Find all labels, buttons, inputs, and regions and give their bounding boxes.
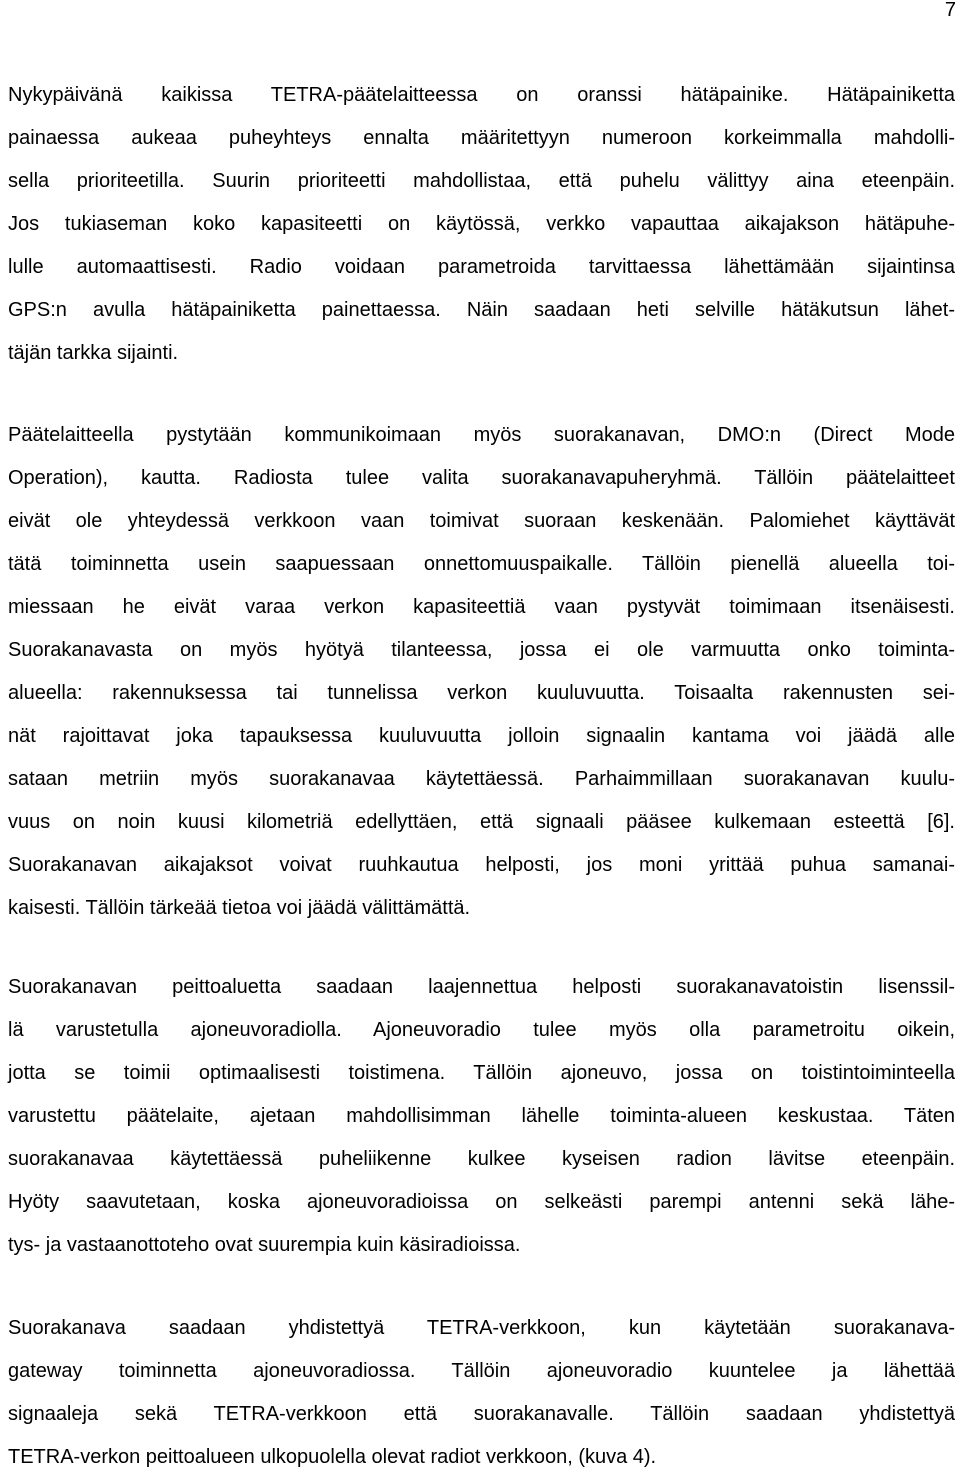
paragraph-gateway xyxy=(8,1307,955,1479)
text-line: painaessa aukeaa puheyhteys ennalta määritettyyn numeroon korkeimmalla mahdolli- xyxy=(8,127,955,149)
text-line: nät rajoittavat joka tapauksessa kuuluvuutta jolloin signaalin kantama voi jäädä alle xyxy=(8,725,955,747)
text-line: alueella: rakennuksessa tai tunnelissa verkon kuuluvuutta. Toisaalta rakennusten sei- xyxy=(8,682,955,704)
text-line: eivät ole yhteydessä verkkoon vaan toimivat suoraan keskenään. Palomiehet käyttävät xyxy=(8,510,955,532)
paragraph-direct-mode xyxy=(8,414,955,930)
text-line: sataan metriin myös suorakanavaa käytettäessä. Parhaimmillaan suorakanavan kuulu- xyxy=(8,768,955,790)
text-line: Operation), kautta. Radiosta tulee valita suorakanavapuheryhmä. Tällöin päätelaitteet xyxy=(8,467,955,489)
text-line: Jos tukiaseman koko kapasiteetti on käytössä, verkko vapauttaa aikajakson hätäpuhe- xyxy=(8,213,955,235)
text-line: lulle automaattisesti. Radio voidaan parametroida tarvittaessa lähettämään sijaintinsa xyxy=(8,256,955,278)
paragraph-repeater xyxy=(8,966,955,1267)
text-line: vuus on noin kuusi kilometriä edellyttäen, että signaali pääsee kulkemaan esteettä [6]. xyxy=(8,811,955,833)
text-line: gateway toiminnetta ajoneuvoradiossa. Tällöin ajoneuvoradio kuuntelee ja lähettää xyxy=(8,1360,955,1382)
text-line: tätä toiminnetta usein saapuessaan onnettomuuspaikalle. Tällöin pienellä alueella toi- xyxy=(8,553,955,575)
text-line: TETRA-verkon peittoalueen ulkopuolella olevat radiot verkkoon, (kuva 4). xyxy=(8,1446,657,1468)
text-line: jotta se toimii optimaalisesti toistimena. Tällöin ajoneuvo, jossa on toistintoiminteella xyxy=(8,1062,955,1084)
text-line: Suorakanavasta on myös hyötyä tilanteessa, jossa ei ole varmuutta onko toiminta- xyxy=(8,639,955,661)
text-line: Suorakanavan aikajaksot voivat ruuhkautua helposti, jos moni yrittää puhua samanai- xyxy=(8,854,955,876)
text-line: tys- ja vastaanottoteho ovat suurempia kuin käsiradioissa. xyxy=(8,1234,521,1256)
text-line: Päätelaitteella pystytään kommunikoimaan myös suorakanavan, DMO:n (Direct Mode xyxy=(8,424,955,446)
text-line: miessaan he eivät varaa verkon kapasiteettiä vaan pystyvät toimimaan itsenäisesti. xyxy=(8,596,955,618)
text-line: sella prioriteetilla. Suurin prioriteetti mahdollistaa, että puhelu välittyy aina eteenpäin. xyxy=(8,170,955,192)
text-line: suorakanavaa käytettäessä puheliikenne kulkee kyseisen radion lävitse eteenpäin. xyxy=(8,1148,955,1170)
text-line: kaisesti. Tällöin tärkeää tietoa voi jäädä välittämättä. xyxy=(8,897,471,919)
text-line: täjän tarkka sijainti. xyxy=(8,342,179,364)
text-line: lä varustetulla ajoneuvoradiolla. Ajoneuvoradio tulee myös olla parametroitu oikein, xyxy=(8,1019,955,1041)
text-line: Suorakanavan peittoaluetta saadaan laajennettua helposti suorakanavatoistin lisenssil- xyxy=(8,976,955,998)
text-line: signaaleja sekä TETRA-verkkoon että suorakanavalle. Tällöin saadaan yhdistettyä xyxy=(8,1403,955,1425)
text-line: Suorakanava saadaan yhdistettyä TETRA-verkkoon, kun käytetään suorakanava- xyxy=(8,1317,955,1339)
text-line: Nykypäivänä kaikissa TETRA-päätelaitteessa on oranssi hätäpainike. Hätäpainiketta xyxy=(8,84,955,106)
page-number: 7 xyxy=(944,0,956,21)
text-line: varustettu päätelaite, ajetaan mahdollisimman lähelle toiminta-alueen keskustaa. Täten xyxy=(8,1105,955,1127)
paragraph-emergency-button xyxy=(8,74,955,375)
text-line: Hyöty saavutetaan, koska ajoneuvoradioissa on selkeästi parempi antenni sekä lähe- xyxy=(8,1191,955,1213)
text-line: GPS:n avulla hätäpainiketta painettaessa. Näin saadaan heti selville hätäkutsun lähet- xyxy=(8,299,955,321)
